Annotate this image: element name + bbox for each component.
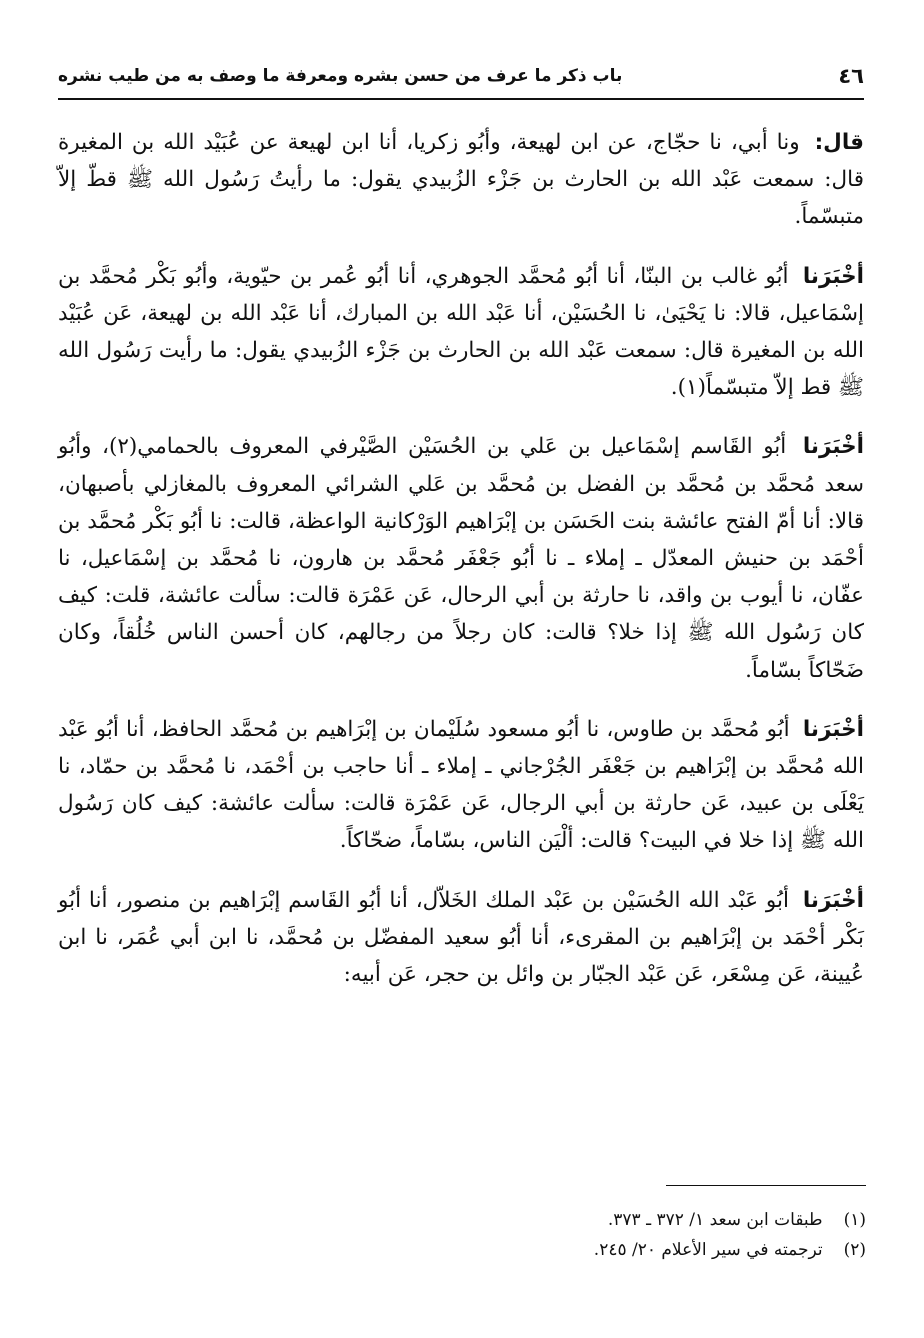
paragraph-5	[58, 882, 864, 994]
main-text	[58, 124, 864, 1015]
footnote-divider	[666, 1185, 866, 1186]
page-number: ٤٦	[838, 64, 864, 88]
paragraph-text: أبُو القَاسم إسْمَاعيل بن عَلي بن الحُسَيْن الصَّيْرفي المعروف بالحمامي(٢)، وأبُو سعد مُحمَّد بن مُحمَّد بن الفضل بن مُحمَّد بن عَلي الشرائي المعروف بالمغازلي بأصبهان، قالا: أنا أمّ الفتح عائشة بنت الحَسَن بن إبْرَاهيم الوَرْكانية الواعظة، قالت: نا أبُو بَكْر مُحمَّد بن أحْمَد بن حنيش المعدّل ـ إملاء ـ نا أبُو جَعْفَر مُحمَّد بن هارون، نا مُحمَّد بن إسْمَاعيل، نا عفّان، نا أيوب بن واقد، نا حارثة بن أبي الرحال، عَن عَمْرَة قالت: سألت عائشة، قلت: كيف كان رَسُول الله ﷺ إذا خلا؟ قالت: كان رجلاً من رجالهم، كان أحسن الناس خُلُقاً، وكان ضَحّاكاً بسّاماً.	[58, 434, 864, 683]
footnote-number: (٢)	[843, 1240, 866, 1260]
paragraph-lead: أخْبَرَنا	[802, 716, 864, 742]
footnotes	[60, 1205, 866, 1265]
running-header	[58, 62, 864, 100]
footnote-text: طبقات ابن سعد ١/ ٣٧٢ ـ ٣٧٣.	[607, 1210, 823, 1230]
footnote-2	[60, 1235, 866, 1265]
paragraph-text: ونا أبي، نا حجّاج، عن ابن لهيعة، وأبُو زكريا، أنا ابن لهيعة عن عُبَيْد الله بن المغيرة قال: سمعت عَبْد الله بن الحارث بن جَزْء الزُبيدي يقول: ما رأيتُ رَسُول الله ﷺ قطّ إلاّ متبسّماً.	[58, 130, 864, 230]
paragraph-3	[58, 428, 864, 688]
paragraph-4	[58, 711, 864, 860]
paragraph-text: أبُو مُحمَّد بن طاوس، نا أبُو مسعود سُلَيْمان بن إبْرَاهيم بن مُحمَّد الحافظ، أنا أبُو عَبْد الله مُحمَّد بن إبْرَاهيم بن جَعْفَر الجُرْجاني ـ إملاء ـ أنا حاجب بن أحْمَد، نا مُحمَّد بن حمّاد، نا يَعْلَى بن عبيد، عَن حارثة بن أبي الرجال، عَن عَمْرَة قالت: سألت عائشة: كيف كان رَسُول الله ﷺ إذا خلا في البيت؟ قالت: ألْيَن الناس، بسّاماً، ضحّاكاً.	[58, 716, 864, 854]
paragraph-text: أبُو عَبْد الله الحُسَيْن بن عَبْد الملك الخَلاّل، أنا أبُو القَاسم إبْرَاهيم بن منصور، أنا أبُو بَكْر أحْمَد بن إبْرَاهيم بن المقرىء، أنا أبُو سعيد المفضّل بن مُحمَّد، نا ابن أبي عُمَر، نا ابن عُيينة، عَن مِسْعَر، عَن عَبْد الجبّار بن وائل بن حجر، عَن أبيه:	[58, 887, 864, 988]
paragraph-lead: أخْبَرَنا	[802, 887, 864, 913]
paragraph-2	[58, 258, 864, 407]
footnote-1	[60, 1205, 866, 1235]
paragraph-text: أبُو غالب بن البنّا، أنا أبُو مُحمَّد الجوهري، أنا أبُو عُمر بن حيّوية، وأبُو بَكْر مُحمَّد بن إسْمَاعيل، قالا: نا يَحْيَىٰ، نا الحُسَيْن، أنا عَبْد الله بن المبارك، أنا عَبْد الله بن لهيعة، عَن عُبَيْد الله بن المغيرة قال: سمعت عَبْد الله بن الحارث بن جَزْء الزُبيدي يقول: ما رأيت رَسُول الله ﷺ قط إلاّ متبسّماً(١).	[58, 263, 864, 401]
paragraph-lead: أخْبَرَنا	[802, 434, 865, 460]
paragraph-lead: أخْبَرَنا	[802, 263, 864, 289]
paragraph-1	[58, 124, 864, 236]
footnote-number: (١)	[843, 1210, 866, 1230]
footnote-text: ترجمته في سير الأعلام ٢٠/ ٢٤٥.	[593, 1240, 823, 1260]
paragraph-lead: قال:	[814, 130, 864, 155]
chapter-title: باب ذكر ما عرف من حسن بشره ومعرفة ما وصف به من طيب نشره	[58, 66, 623, 86]
